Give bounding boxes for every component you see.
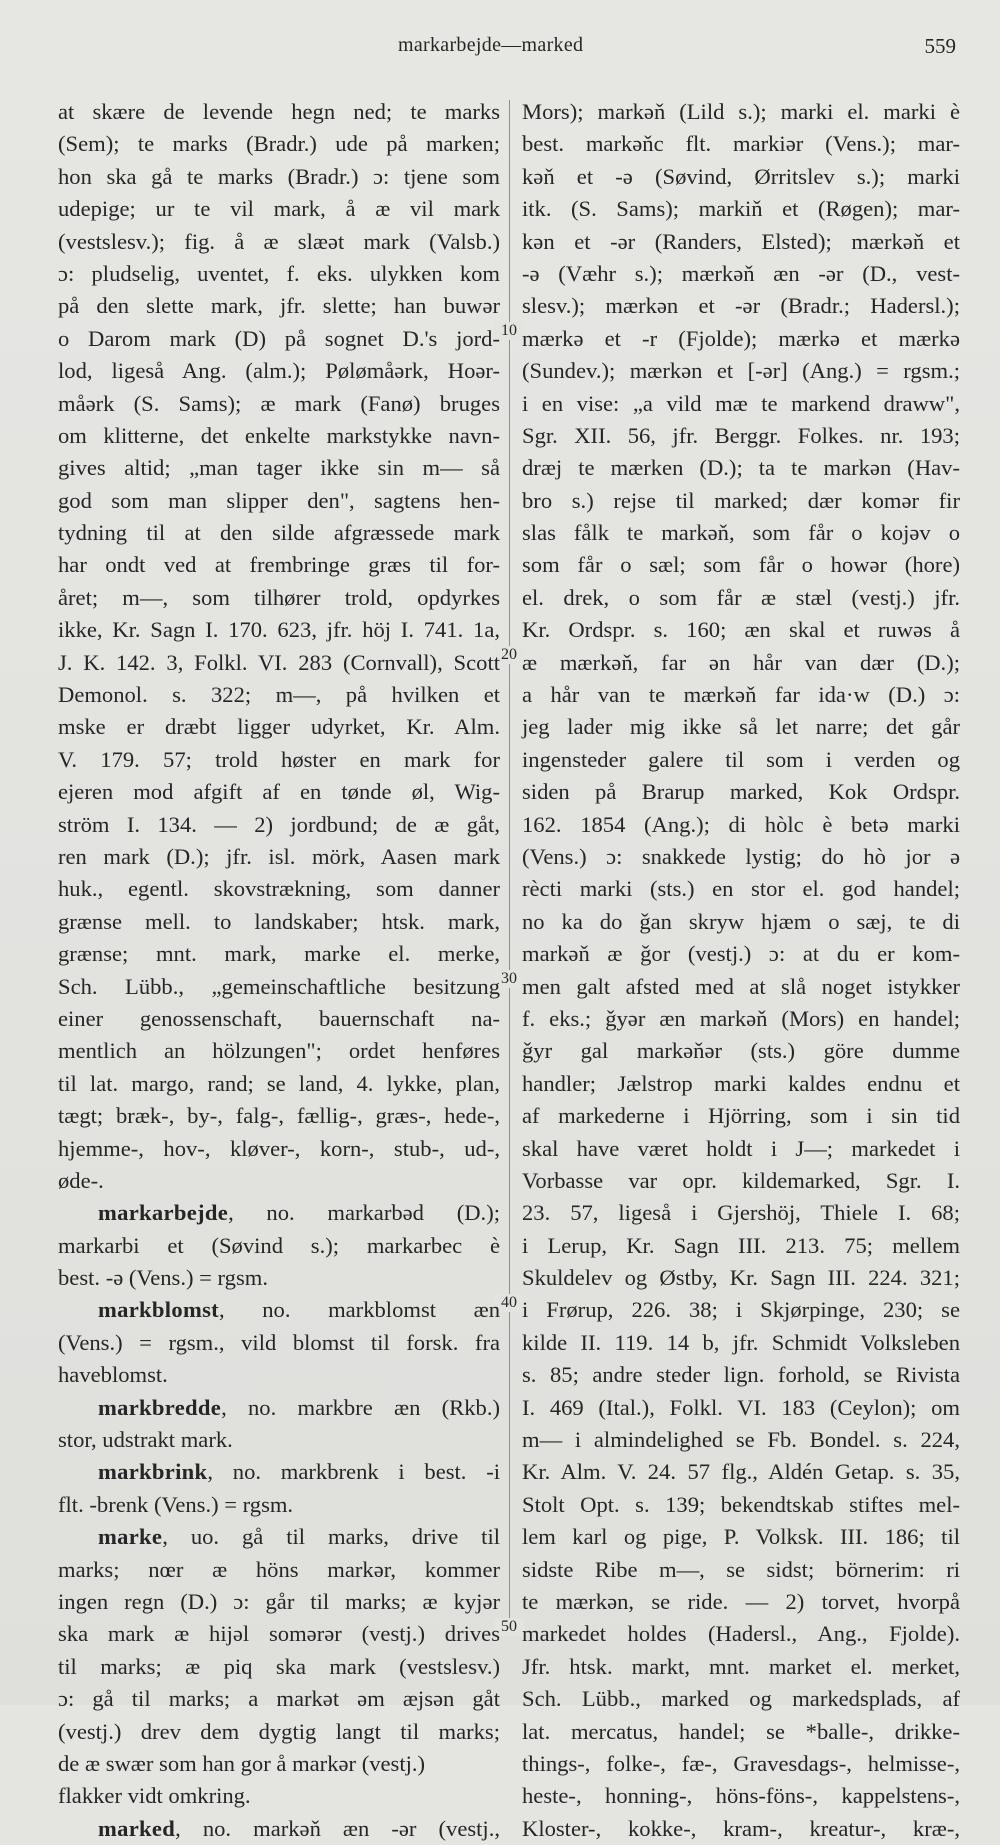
left-column xyxy=(58,96,500,1845)
text-line: haveblomst. xyxy=(58,1362,168,1388)
text-line: (Sem); te marks (Bradr.) ude på marken; xyxy=(58,131,500,157)
text-line: til lat. margo, rand; se land, 4. lykke, plan, xyxy=(58,1070,500,1096)
text-line: Stolt Opt. s. 139; bekendtskab stiftes mel- xyxy=(522,1491,960,1517)
text-line: om klitterne, det enkelte markstykke navn- xyxy=(58,422,500,448)
headword: marked xyxy=(98,1815,176,1841)
running-head: markarbejde—marked xyxy=(398,34,584,56)
text-line: gives altid; „man tager ikke sin m— så xyxy=(58,455,500,481)
text-line: ren mark (D.); jfr. isl. mörk, Aasen mark xyxy=(58,843,500,869)
text-line: a hår van te mærkəň far ida·w (D.) ɔ: xyxy=(522,682,960,708)
text-line: markblomst, no. markblomst æn xyxy=(98,1297,500,1323)
text-line: stor, udstrakt mark. xyxy=(58,1427,233,1453)
text-line: øde-. xyxy=(58,1167,104,1193)
text-line: m— i almindelighed se Fb. Bondel. s. 224, xyxy=(522,1427,960,1453)
text-line: markbrink, no. markbrenk i best. -i xyxy=(98,1459,500,1485)
text-line: skal have været holdt i J—; markedet i xyxy=(522,1135,960,1161)
line-number: 50 xyxy=(494,1618,524,1636)
text-line: huk., egentl. skovstrækning, som danner xyxy=(58,876,500,902)
text-line: ström I. 134. — 2) jordbund; de æ gåt, xyxy=(58,811,500,837)
text-line: bro s.) rejse til marked; dær komər fir xyxy=(522,487,960,513)
text-line: flakker vidt omkring. xyxy=(58,1783,251,1809)
text-line: Sch. Lübb., „gemeinschaftliche besitzung xyxy=(58,973,500,999)
text-line: i Frørup, 226. 38; i Skjørpinge, 230; se xyxy=(522,1297,960,1323)
text-line: kilde II. 119. 14 b, jfr. Schmidt Volksleben xyxy=(522,1329,960,1355)
text-line: Mors); markəň (Lild s.); marki el. marki è xyxy=(522,99,960,124)
text-line: dræj te mærken (D.); ta te markən (Hav- xyxy=(522,455,960,481)
text-line: (Sundev.); mærkən et [-ər] (Ang.) = rgsm.; xyxy=(522,358,960,384)
text-line: slesv.); mærkən et -ər (Bradr.; Hadersl.); xyxy=(522,293,960,319)
text-line: things-, folke-, fæ-, Gravesdags-, helmisse-, xyxy=(522,1750,960,1776)
text-line: te mærkən, se ride. — 2) torvet, hvorpå xyxy=(522,1588,960,1614)
text-line: hjemme-, hov-, kløver-, korn-, stub-, ud-, xyxy=(58,1135,500,1161)
text-line: måərk (S. Sams); æ mark (Fanø) bruges xyxy=(58,390,500,416)
headword: markbrink xyxy=(98,1459,208,1485)
text-line: året; m—, som tilhører trold, opdyrkes xyxy=(58,584,500,610)
text-line: rècti marki (sts.) en stor el. god handel; xyxy=(522,876,960,902)
text-line: (Vens.) = rgsm., vild blomst til forsk. fra xyxy=(58,1329,500,1355)
text-line: ska mark æ hijəl somərər (vestj.) drives xyxy=(58,1621,500,1647)
text-line: i Lerup, Kr. Sagn III. 213. 75; mellem xyxy=(522,1232,960,1258)
text-line: Sgr. XII. 56, jfr. Berggr. Folkes. nr. 193; xyxy=(522,422,960,448)
text-line: sidste Ribe m—, se sidst; börnerim: ri xyxy=(522,1556,960,1582)
text-line: Kr. Ordspr. s. 160; æn skal et ruwəs å xyxy=(522,617,960,643)
text-line: flt. -brenk (Vens.) = rgsm. xyxy=(58,1491,294,1517)
text-line: kəň et -ə (Søvind, Ørritslev s.); marki xyxy=(522,163,960,189)
headword: marke xyxy=(98,1524,163,1550)
text-line: ɔ: gå til marks; a markət əm æjsən gåt xyxy=(58,1686,500,1712)
text-line: lat. mercatus, handel; se *balle-, drikke- xyxy=(522,1718,960,1744)
headword: markbredde xyxy=(98,1394,222,1420)
text-line: best. markəňc flt. markiər (Vens.); mar- xyxy=(522,131,960,157)
text-line: hon ska gå te marks (Bradr.) ɔ: tjene som xyxy=(58,163,500,189)
text-line: 23. 57, ligeså i Gjershöj, Thiele I. 68; xyxy=(522,1200,960,1226)
text-line: no ka do ǧan skryw hjæm o sæj, te di xyxy=(522,908,960,934)
text-line: einer genossenschaft, bauernschaft na- xyxy=(58,1005,500,1031)
text-line: til marks; æ piq ska mark (vestslesv.) xyxy=(58,1653,500,1679)
right-column xyxy=(522,96,960,1845)
text-line: Kr. Alm. V. 24. 57 flg., Aldén Getap. s. 35, xyxy=(522,1459,960,1485)
text-line: markəň æ ǧor (vestj.) ɔ: at du er kom- xyxy=(522,941,960,967)
text-line: slas fålk te markəň, som får o kojəv o xyxy=(522,520,960,546)
text-line: s. 85; andre steder lign. forhold, se Rivista xyxy=(522,1362,960,1388)
text-line: marked, no. markəň æn -ər (vestj., xyxy=(98,1815,500,1841)
text-line: Kloster-, kokke-, kram-, kreatur-, kræ-, xyxy=(522,1815,960,1841)
text-line: best. -ə (Vens.) = rgsm. xyxy=(58,1265,268,1291)
text-line: el. drek, o som får æ stæl (vestj.) jfr. xyxy=(522,584,960,610)
text-line: ingensteder galere til som i verden og xyxy=(522,746,960,772)
text-line: kən et -ər (Randers, Elsted); mærkəň et xyxy=(522,228,960,254)
line-number: 10 xyxy=(494,322,524,340)
text-line: 162. 1854 (Ang.); di hòlc è betə marki xyxy=(522,811,960,837)
text-line: o Darom mark (D) på sognet D.'s jord- xyxy=(58,325,500,351)
text-line: marke, uo. gå til marks, drive til xyxy=(98,1524,500,1550)
text-line: lod, ligeså Ang. (alm.); Pølømåərk, Hoər- xyxy=(58,358,500,384)
text-line: grænse mell. to landskaber; htsk. mark, xyxy=(58,908,500,934)
text-line: på den slette mark, jfr. slette; han buwər xyxy=(58,293,500,319)
text-line: ingen regn (D.) ɔ: går til marks; æ kyjər xyxy=(58,1588,500,1614)
line-number: 20 xyxy=(494,646,524,664)
text-line: grænse; mnt. mark, marke el. merke, xyxy=(58,941,500,967)
text-line: jeg lader mig ikke så let narre; det går xyxy=(522,714,960,740)
headword: markblomst xyxy=(98,1297,219,1323)
text-line: (Vens.) ɔ: snakkede lystig; do hò jor ə xyxy=(522,843,960,869)
text-line: Jfr. htsk. markt, mnt. market el. merket, xyxy=(522,1653,960,1679)
text-line: markedet holdes (Hadersl., Ang., Fjolde). xyxy=(522,1621,960,1647)
text-line: æ mærkəň, far ən hår van dær (D.); xyxy=(522,649,960,675)
text-line: siden på Brarup marked, Kok Ordspr. xyxy=(522,779,960,805)
text-line: V. 179. 57; trold høster en mark for xyxy=(58,746,500,772)
text-line: markarbejde, no. markarbəd (D.); xyxy=(98,1200,500,1226)
text-line: f. eks.; ǧyər æn markəň (Mors) en handel; xyxy=(522,1005,960,1031)
text-line: heste-, honning-, höns-föns-, kappelstens-, xyxy=(522,1783,960,1809)
text-line: men galt afsted med at slå noget istykker xyxy=(522,973,960,999)
text-line: markbredde, no. markbre æn (Rkb.) xyxy=(98,1394,500,1420)
text-line: J. K. 142. 3, Folkl. VI. 283 (Cornvall), Scott xyxy=(58,649,500,675)
text-line: Sch. Lübb., marked og markedsplads, af xyxy=(522,1686,960,1712)
text-line: ǧyr gal markəňər (sts.) göre dumme xyxy=(522,1038,960,1064)
text-line: itk. (S. Sams); markiň et (Røgen); mar- xyxy=(522,196,960,222)
text-line: som får o sæl; som får o howər (hore) xyxy=(522,552,960,578)
text-line: har ondt ved at frembringe græs til for- xyxy=(58,552,500,578)
text-line: mærkə et -r (Fjolde); mærkə et mærkə xyxy=(522,325,960,351)
text-line: Skuldelev og Østby, Kr. Sagn III. 224. 321; xyxy=(522,1265,960,1291)
text-line: ejeren mod afgift af en tønde øl, Wig- xyxy=(58,779,500,805)
text-line: tægt; bræk-, by-, falg-, fællig-, græs-, hede-, xyxy=(58,1103,500,1129)
text-line: af markederne i Hjörring, som i sin tid xyxy=(522,1103,960,1129)
text-line: god som man slipper den", sagtens hen- xyxy=(58,487,500,513)
text-line: -ə (Væhr s.); mærkəň æn -ər (D., vest- xyxy=(522,260,960,286)
text-line: lem karl og pige, P. Volksk. III. 186; til xyxy=(522,1524,960,1550)
text-line: (vestslesv.); fig. å æ slæət mark (Valsb.) xyxy=(58,228,500,254)
text-line: marks; nœr æ höns markər, kommer xyxy=(58,1556,500,1582)
text-line: udepige; ur te vil mark, å æ vil mark xyxy=(58,196,500,222)
text-line: mske er dræbt ligger udyrket, Kr. Alm. xyxy=(58,714,500,740)
text-line: I. 469 (Ital.), Folkl. VI. 183 (Ceylon); om xyxy=(522,1394,960,1420)
text-line: Vorbasse var opr. kildemarked, Sgr. I. xyxy=(522,1167,960,1193)
text-line: at skære de levende hegn ned; te marks xyxy=(58,99,500,124)
text-line: handler; Jælstrop marki kaldes endnu et xyxy=(522,1070,960,1096)
headword: markarbejde xyxy=(98,1200,229,1226)
text-line: markarbi et (Søvind s.); markarbec è xyxy=(58,1232,500,1258)
text-line: mentlich an hölzungen"; ordet henføres xyxy=(58,1038,500,1064)
text-line: (vestj.) drev dem dygtig langt til marks; xyxy=(58,1718,500,1744)
text-line: i en vise: „a vild mæ te markend draww", xyxy=(522,390,960,416)
text-line: de æ swær som han gor å markər (vestj.) xyxy=(58,1750,426,1776)
text-line: tydning til at den silde afgræssede mark xyxy=(58,520,500,546)
page-number: 559 xyxy=(924,34,956,58)
line-number: 30 xyxy=(494,970,524,988)
text-line: Demonol. s. 322; m—, på hvilken et xyxy=(58,682,500,708)
line-number: 40 xyxy=(494,1294,524,1312)
text-line: ɔ: pludselig, uventet, f. eks. ulykken kom xyxy=(58,260,500,286)
text-line: ikke, Kr. Sagn I. 170. 623, jfr. höj I. 741. 1a, xyxy=(58,617,500,643)
